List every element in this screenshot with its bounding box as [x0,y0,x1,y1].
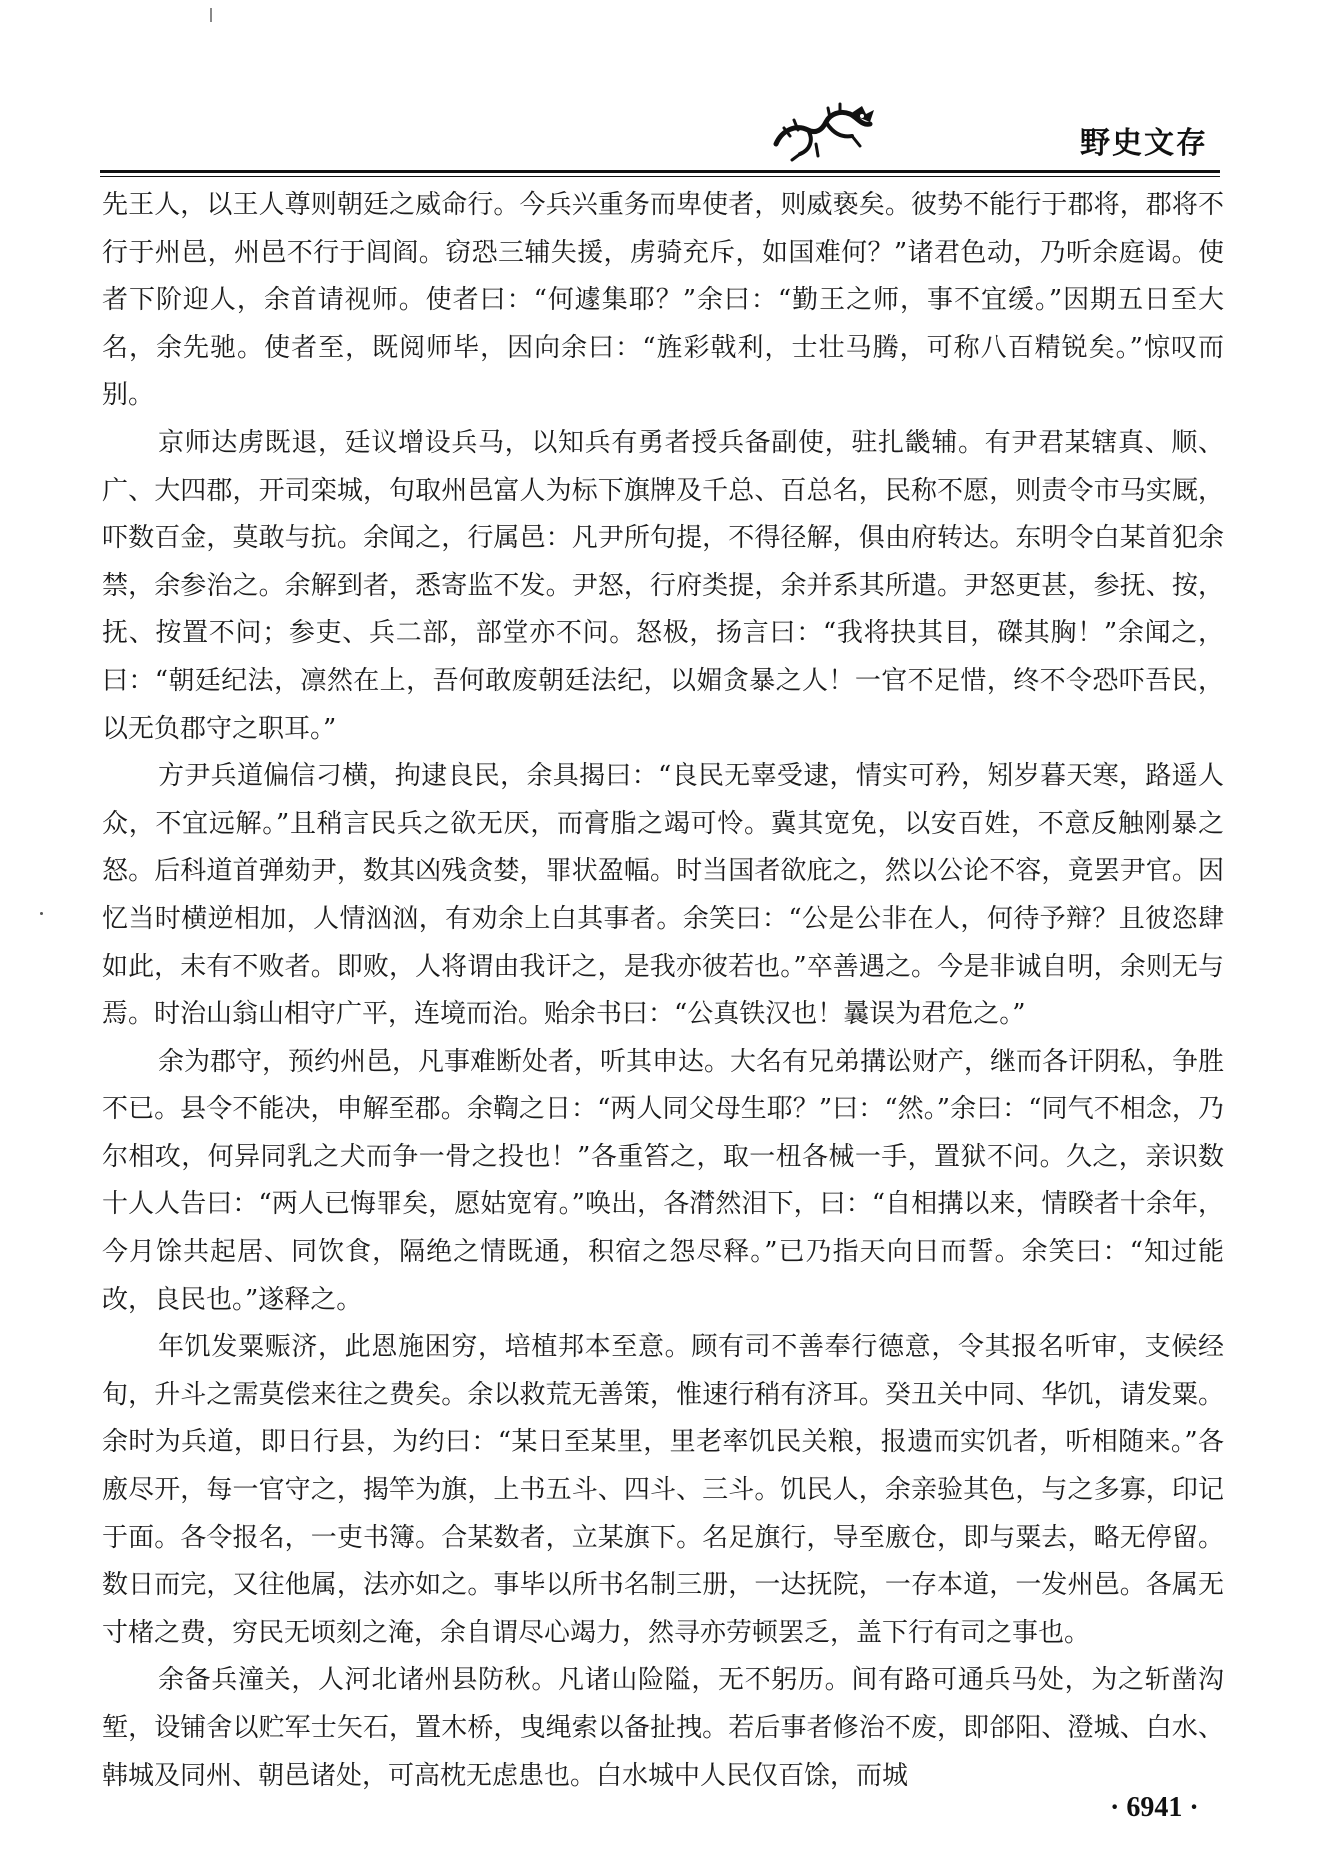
paragraph: 余备兵潼关，人河北诸州县防秋。凡诸山险隘，无不躬历。间有路可通兵马处，为之斩凿沟堑，设铺舍以贮军士矢石，置木桥，曳绳索以备扯拽。若后事者修治不废，即郃阳、澄城、白水、韩城及同州、朝邑诸处，可高枕无虑患也。白水城中人民仅百馀，而城 [102,1665,1224,1791]
article-body [102,182,1224,1800]
scan-speck [210,8,212,22]
paragraph: 京师达虏既退，廷议增设兵马，以知兵有勇者授兵备副使，驻扎畿辅。有尹君某辖真、顺、广、大四郡，开司栾城，句取州邑富人为标下旗牌及千总、百总名，民称不愿，则责令市马实厩，吓数百金，莫敢与抗。余闻之，行属邑：凡尹所句提，不得径解，俱由府转达。东明令白某首犯余禁，余参治之。余解到者，悉寄监不发。尹怒，行府类提，余并系其所遣。尹怒更甚，参抚、按，抚、按置不问；参吏、兵二部，部堂亦不问。怒极，扬言曰：“我将抉其目，磔其胸！”余闻之，曰：“朝廷纪法，凛然在上，吾何敢废朝廷法纪，以媚贪暴之人！一官不足惜，终不令恐吓吾民，以无负郡守之职耳。” [102,427,1224,744]
dragon-icon [770,100,878,162]
page-header [0,0,1322,160]
header-title: 野史文存 [1080,126,1208,161]
paragraph: 余为郡守，预约州邑，凡事难断处者，听其申达。大名有兄弟搆讼财产，继而各讦阴私，争胜不已。县令不能决，申解至郡。余鞫之日：“两人同父母生耶？”曰：“然。”余曰：“同气不相念，乃尔相攻，何异同乳之犬而争一骨之投也！”各重笞之，取一杻各械一手，置狱不问。久之，亲识数十人人告曰：“两人已悔罪矣，愿姑宽宥。”唤出，各潸然泪下，曰：“自相搆以来，情睽者十余年，今月馀共起居、同饮食，隔绝之情既通，积宿之怨尽释。”已乃指天向日而誓。余笑曰：“知过能改，良民也。”遂释之。 [102,1046,1225,1315]
header-rule-thin [100,176,1220,177]
page-number: · 6941 · [1110,1792,1199,1823]
paragraph: 年饥发粟赈济，此恩施困穷，培植邦本至意。顾有司不善奉行德意，令其报名听审，支候经旬，升斗之需莫偿来往之费矣。余以救荒无善策，惟速行稍有济耳。癸丑关中同、华饥，请发粟。余时为兵道，即日行县，为约曰：“某日至某里，里老率饥民关粮，报遗而实饥者，听相随来。”各廒尽开，每一官守之，揭竿为旗，上书五斗、四斗、三斗。饥民人，余亲验其色，与之多寡，印记于面。各令报名，一吏书簿。合某数者，立某旗下。名足旗行，导至廒仓，即与粟去，略无停留。数日而完，又往他属，法亦如之。事毕以所书名制三册，一达抚院，一存本道，一发州邑。各属无寸楮之费，穷民无顷刻之淹，余自谓尽心竭力，然寻亦劳顿罢乏，盖下行有司之事也。 [102,1332,1224,1648]
header-rule [100,170,1220,173]
paragraph: 方尹兵道偏信刁横，拘逮良民，余具揭曰：“良民无辜受逮，情实可矜，矧岁暮天寒，路遥人众，不宜远解。”且稍言民兵之欲无厌，而膏脂之竭可怜。冀其宽免，以安百姓，不意反触刚暴之怒。后科道首弹劾尹，数其凶残贪婪，罪状盈幅。时当国者欲庇之，然以公论不容，竟罢尹官。因忆当时横逆相加，人情汹汹，有劝余上白其事者。余笑曰：“公是公非在人，何待予辩？且彼恣肆如此，未有不败者。即败，人将谓由我讦之，是我亦彼若也。”卒善遇之。今是非诚自明，余则无与焉。时治山翁山相守广平，连境而治。贻余书曰：“公真铁汉也！曩误为君危之。” [102,761,1224,1030]
scan-speck [40,912,43,915]
paragraph: 先王人，以王人尊则朝廷之威命行。今兵兴重务而卑使者，则威亵矣。彼势不能行于郡将，郡将不行于州邑，州邑不行于闾阎。窃恐三辅失援，虏骑充斥，如国难何？”诸君色动，乃听余庭谒。使者下阶迎人，余首请视师。使者曰：“何遽集耶？”余曰：“勤王之师，事不宜缓。”因期五日至大名，余先驰。使者至，既阅师毕，因向余曰：“旌彩戟利，士壮马腾，可称八百精锐矣。”惊叹而别。 [102,190,1224,411]
